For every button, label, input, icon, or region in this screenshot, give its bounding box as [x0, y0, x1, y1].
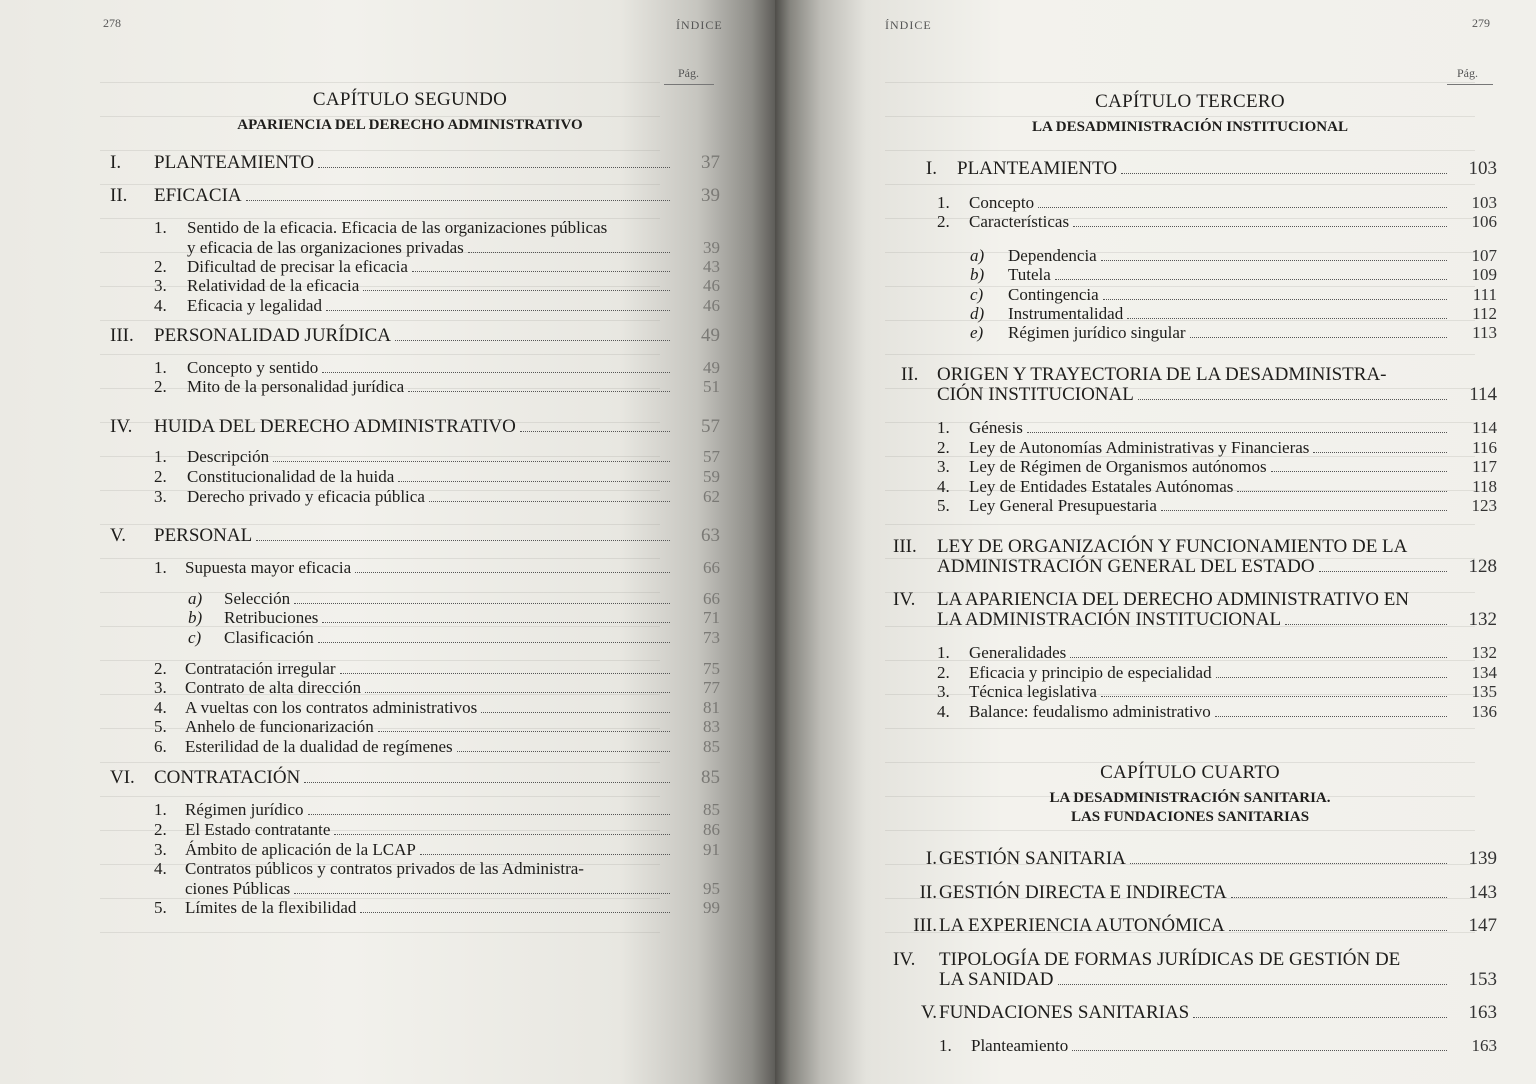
leader-dots: [457, 751, 670, 752]
toc-entry: [185, 879, 720, 899]
entry-title: LA ADMINISTRACIÓN INSTITUCIONAL: [937, 609, 1282, 630]
entry-number: 1.: [154, 358, 167, 377]
entry-page: 153: [1468, 969, 1497, 990]
chapter-subtitle: LAS FUNDACIONES SANITARIAS: [1070, 809, 1310, 825]
entry-title: Retribuciones: [224, 608, 319, 627]
entry-title: Génesis: [969, 418, 1023, 437]
entry-title: CONTRATACIÓN: [154, 767, 301, 788]
toc-entry: [939, 969, 1497, 991]
entry-title: Supuesta mayor eficacia: [185, 558, 352, 577]
entry-number: IV.: [893, 589, 916, 610]
toc-entry: [970, 304, 1497, 324]
entry-title-line1: ORIGEN Y TRAYECTORIA DE LA DESADMINISTRA-: [937, 364, 1387, 385]
toc-entry: [970, 265, 1497, 285]
entry-number: 2.: [937, 438, 950, 457]
entry-number: 1.: [937, 643, 950, 662]
toc-entry: [937, 663, 1497, 683]
entry-number: V.: [920, 1002, 937, 1023]
leader-dots: [395, 340, 670, 341]
entry-page: 139: [1468, 848, 1497, 869]
entry-page: 46: [703, 296, 720, 315]
leader-dots: [334, 834, 670, 835]
entry-page: 147: [1468, 915, 1497, 936]
entry-number: II.: [110, 185, 128, 206]
toc-entry: [895, 882, 1497, 904]
entry-page: 123: [1471, 496, 1497, 515]
entry-page: 62: [703, 487, 720, 506]
toc-entry: [110, 325, 720, 347]
entry-number: b): [970, 265, 985, 284]
toc-entry: [895, 1002, 1497, 1024]
toc-entry: [154, 487, 720, 507]
toc-entry: [154, 717, 720, 737]
entry-title: Constitucionalidad de la huida: [187, 467, 395, 486]
leader-dots: [294, 893, 670, 894]
entry-title: Derecho privado y eficacia pública: [187, 487, 425, 506]
leader-dots: [360, 912, 670, 913]
leader-dots: [1121, 173, 1447, 174]
leader-dots: [1285, 624, 1447, 625]
entry-page: 103: [1468, 158, 1497, 179]
entry-title: ADMINISTRACIÓN GENERAL DEL ESTADO: [937, 556, 1315, 577]
toc-entry: [110, 525, 720, 547]
entry-page: 49: [703, 358, 720, 377]
leader-dots: [1072, 1050, 1447, 1051]
leader-dots: [340, 673, 670, 674]
chapter-subtitle: APARIENCIA DEL DERECHO ADMINISTRATIVO: [237, 117, 583, 133]
entry-number: III.: [913, 915, 937, 936]
toc-entry: [154, 447, 720, 467]
entry-title: Selección: [224, 589, 291, 608]
entry-number: 1.: [937, 193, 950, 212]
toc-entry: [937, 556, 1497, 578]
entry-page: 163: [1471, 1036, 1497, 1055]
entry-number: 3.: [937, 682, 950, 701]
entry-number: 1.: [939, 1036, 952, 1055]
entry-title: Esterilidad de la dualidad de regímenes: [185, 737, 453, 756]
leader-dots: [1070, 657, 1447, 658]
toc-entry: [970, 246, 1497, 266]
chapter-title: CAPÍTULO CUARTO: [1100, 762, 1280, 783]
leader-dots: [1215, 716, 1447, 717]
entry-page: 37: [701, 152, 720, 173]
entry-title: Contratación irregular: [185, 659, 336, 678]
entry-number: 2.: [937, 212, 950, 231]
entry-number: 1.: [154, 218, 167, 237]
entry-number: 5.: [937, 496, 950, 515]
entry-title: Límites de la flexibilidad: [185, 898, 357, 917]
entry-number: 2.: [937, 663, 950, 682]
entry-page: 136: [1471, 702, 1497, 721]
entry-number: d): [970, 304, 985, 323]
entry-title: LA SANIDAD: [939, 969, 1054, 990]
leader-dots: [365, 692, 670, 693]
entry-page: 135: [1471, 682, 1497, 701]
entry-page: 81: [703, 698, 720, 717]
entry-number: a): [970, 246, 985, 265]
entry-number: 3.: [154, 276, 167, 295]
entry-title: A vueltas con los contratos administrativos: [185, 698, 478, 717]
entry-page: 114: [1469, 384, 1497, 405]
entry-page: 77: [703, 678, 720, 697]
toc-entry: [937, 212, 1497, 232]
entry-title: Dependencia: [1008, 246, 1097, 265]
toc-entry: [154, 737, 720, 757]
leader-dots: [1055, 279, 1447, 280]
leader-dots: [308, 814, 670, 815]
entry-page: 63: [701, 525, 720, 546]
chapter-title: CAPÍTULO SEGUNDO: [312, 89, 508, 110]
leader-dots: [355, 572, 670, 573]
entry-number: V.: [110, 525, 127, 546]
entry-title: ciones Públicas: [185, 879, 291, 898]
toc-entry: [895, 158, 1497, 180]
entry-number: I.: [110, 152, 122, 173]
toc-entry: [970, 323, 1497, 343]
toc-entry: [937, 609, 1497, 631]
toc-entry: [154, 898, 720, 918]
entry-title: Régimen jurídico: [185, 800, 304, 819]
chapter-title: CAPÍTULO TERCERO: [1095, 91, 1285, 112]
entry-title-line1: LEY DE ORGANIZACIÓN Y FUNCIONAMIENTO DE LA: [937, 536, 1408, 557]
entry-number: 5.: [154, 717, 167, 736]
leader-dots: [1058, 984, 1447, 985]
toc-entry: [154, 800, 720, 820]
entry-title: PLANTEAMIENTO: [154, 152, 315, 173]
toc-entry: [937, 384, 1497, 406]
entry-page: 163: [1468, 1002, 1497, 1023]
entry-page: 86: [703, 820, 720, 839]
toc-entry: [110, 416, 720, 438]
toc-entry: [154, 698, 720, 718]
leader-dots: [520, 431, 670, 432]
toc-entry: [188, 608, 720, 628]
entry-number: 3.: [154, 840, 167, 859]
entry-number: IV.: [110, 416, 133, 437]
entry-number: 2.: [154, 467, 167, 486]
entry-title: Clasificación: [224, 628, 314, 647]
entry-number: 2.: [154, 257, 167, 276]
entry-title: Ley de Autonomías Administrativas y Financieras: [969, 438, 1310, 457]
toc-entry: [895, 848, 1497, 870]
entry-title: Eficacia y principio de especialidad: [969, 663, 1212, 682]
toc-entry: [154, 377, 720, 397]
entry-page: 85: [701, 767, 720, 788]
entry-page: 49: [701, 325, 720, 346]
entry-title: Régimen jurídico singular: [1008, 323, 1186, 342]
toc-entry: [895, 915, 1497, 937]
leader-dots: [318, 167, 670, 168]
right-page-number: 279: [1472, 16, 1490, 30]
left-pag-label: Pág.: [678, 66, 699, 80]
entry-number: 2.: [154, 659, 167, 678]
leader-dots: [481, 712, 670, 713]
entry-title: LA EXPERIENCIA AUTONÓMICA: [939, 915, 1225, 936]
entry-page: 71: [703, 608, 720, 627]
leader-dots: [363, 290, 670, 291]
entry-number: 6.: [154, 737, 167, 756]
right-pag-rule: [1447, 84, 1493, 85]
entry-page: 46: [703, 276, 720, 295]
entry-number: e): [970, 323, 984, 342]
entry-title: Concepto y sentido: [187, 358, 319, 377]
entry-page: 39: [703, 238, 720, 257]
entry-title-line1: Contratos públicos y contratos privados de las Administra-: [185, 859, 584, 878]
entry-title: Características: [969, 212, 1070, 231]
left-pag-rule: [664, 84, 714, 85]
entry-number: 2.: [154, 377, 167, 396]
entry-title: Eficacia y legalidad: [187, 296, 322, 315]
entry-title: Dificultad de precisar la eficacia: [187, 257, 408, 276]
toc-entry: [154, 296, 720, 316]
leader-dots: [1103, 299, 1447, 300]
entry-page: 43: [703, 257, 720, 276]
entry-title: EFICACIA: [154, 185, 242, 206]
entry-title: Instrumentalidad: [1008, 304, 1124, 323]
entry-number: 1.: [154, 800, 167, 819]
entry-page: 85: [703, 737, 720, 756]
toc-entry: [937, 438, 1497, 458]
entry-number: VI.: [110, 767, 135, 788]
entry-page: 57: [701, 416, 720, 437]
entry-page: 103: [1471, 193, 1497, 212]
toc-entry: [154, 840, 720, 860]
entry-title: Concepto: [969, 193, 1035, 212]
entry-page: 99: [703, 898, 720, 917]
leader-dots: [1190, 337, 1447, 338]
entry-page: 114: [1472, 418, 1497, 437]
entry-number: c): [970, 285, 984, 304]
leader-dots: [429, 501, 670, 502]
entry-title: Descripción: [187, 447, 270, 466]
entry-title: Contingencia: [1008, 285, 1099, 304]
chapter-subtitle: LA DESADMINISTRACIÓN INSTITUCIONAL: [1032, 119, 1348, 135]
toc-entry: [187, 238, 720, 258]
entry-number: 4.: [154, 698, 167, 717]
toc-entry: [154, 678, 720, 698]
toc-entry: [937, 477, 1497, 497]
leader-dots: [322, 372, 670, 373]
leader-dots: [326, 310, 670, 311]
entry-title-line1: LA APARIENCIA DEL DERECHO ADMINISTRATIVO EN: [937, 589, 1410, 610]
leader-dots: [1101, 260, 1447, 261]
entry-title: Planteamiento: [971, 1036, 1069, 1055]
entry-title: Tutela: [1008, 265, 1051, 284]
entry-page: 95: [703, 879, 720, 898]
leader-dots: [1319, 571, 1447, 572]
entry-number: 1.: [937, 418, 950, 437]
entry-number: 4.: [154, 296, 167, 315]
toc-entry: [154, 257, 720, 277]
entry-number: c): [188, 628, 202, 647]
entry-page: 85: [703, 800, 720, 819]
entry-page: 117: [1472, 457, 1497, 476]
entry-page: 66: [703, 558, 720, 577]
toc-entry: [937, 193, 1497, 213]
entry-number: 4.: [937, 702, 950, 721]
entry-title: GESTIÓN SANITARIA: [939, 848, 1126, 869]
toc-entry: [937, 496, 1497, 516]
leader-dots: [1237, 491, 1447, 492]
leader-dots: [322, 622, 670, 623]
entry-title: Mito de la personalidad jurídica: [187, 377, 405, 396]
entry-number: 1.: [154, 558, 167, 577]
entry-number: 3.: [154, 487, 167, 506]
toc-entry: [154, 659, 720, 679]
entry-page: 132: [1468, 609, 1497, 630]
entry-page: 75: [703, 659, 720, 678]
entry-page: 73: [703, 628, 720, 647]
leader-dots: [1193, 1017, 1447, 1018]
toc-entry: [110, 152, 720, 174]
entry-number: 4.: [937, 477, 950, 496]
toc-entry: [154, 820, 720, 840]
entry-page: 118: [1472, 477, 1497, 496]
leader-dots: [318, 642, 670, 643]
toc-entry: [110, 767, 720, 789]
entry-number: 2.: [154, 820, 167, 839]
entry-page: 112: [1472, 304, 1497, 323]
leader-dots: [1216, 677, 1447, 678]
entry-page: 111: [1472, 285, 1497, 304]
entry-title: El Estado contratante: [185, 820, 331, 839]
toc-entry: [188, 589, 720, 609]
leader-dots: [1313, 452, 1447, 453]
entry-title: CIÓN INSTITUCIONAL: [937, 384, 1134, 405]
toc-entry: [937, 643, 1497, 663]
entry-page: 143: [1468, 882, 1497, 903]
entry-title: HUIDA DEL DERECHO ADMINISTRATIVO: [154, 416, 516, 437]
toc-entry: [110, 185, 720, 207]
entry-title: Anhelo de funcionarización: [185, 717, 374, 736]
leader-dots: [1130, 863, 1447, 864]
entry-page: 91: [703, 840, 720, 859]
toc-entry: [937, 418, 1497, 438]
entry-title: Ley de Régimen de Organismos autónomos: [969, 457, 1267, 476]
toc-entry: [970, 285, 1497, 305]
entry-title: y eficacia de las organizaciones privadas: [187, 238, 464, 257]
entry-number: a): [188, 589, 203, 608]
entry-title: Ley de Entidades Estatales Autónomas: [969, 477, 1234, 496]
entry-page: 66: [703, 589, 720, 608]
toc-entry: [937, 702, 1497, 722]
leader-dots: [294, 603, 670, 604]
leader-dots: [1229, 930, 1447, 931]
entry-number: 4.: [154, 859, 167, 878]
entry-page: 59: [703, 467, 720, 486]
entry-page: 51: [703, 377, 720, 396]
entry-page: 132: [1471, 643, 1497, 662]
entry-page: 83: [703, 717, 720, 736]
leader-dots: [1271, 471, 1447, 472]
leader-dots: [256, 540, 670, 541]
toc-entry: [154, 358, 720, 378]
leader-dots: [1231, 897, 1447, 898]
leader-dots: [1038, 207, 1447, 208]
entry-page: 109: [1471, 265, 1497, 284]
toc-entry: [188, 628, 720, 648]
leader-dots: [1127, 318, 1447, 319]
leader-dots: [412, 271, 670, 272]
entry-page: 128: [1468, 556, 1497, 577]
toc-entry: [937, 682, 1497, 702]
entry-page: 107: [1471, 246, 1497, 265]
entry-number: 1.: [154, 447, 167, 466]
leader-dots: [304, 782, 670, 783]
entry-number: IV.: [893, 949, 916, 970]
entry-page: 113: [1472, 323, 1497, 342]
toc-entry: [154, 276, 720, 296]
entry-page: 116: [1472, 438, 1497, 457]
leader-dots: [420, 854, 670, 855]
entry-number: III.: [893, 536, 917, 557]
entry-title: FUNDACIONES SANITARIAS: [939, 1002, 1190, 1023]
entry-number: 5.: [154, 898, 167, 917]
entry-number: 3.: [154, 678, 167, 697]
entry-number: I.: [925, 848, 937, 869]
entry-number: I.: [925, 158, 937, 179]
entry-page: 39: [701, 185, 720, 206]
toc-entry: [154, 467, 720, 487]
leader-dots: [1101, 696, 1447, 697]
leader-dots: [408, 391, 670, 392]
entry-title: PERSONAL: [154, 525, 253, 546]
entry-number: 3.: [937, 457, 950, 476]
leader-dots: [468, 252, 670, 253]
entry-number: II.: [919, 882, 937, 903]
entry-number: III.: [110, 325, 134, 346]
leader-dots: [1027, 432, 1447, 433]
toc-entry: [937, 457, 1497, 477]
leader-dots: [1138, 399, 1447, 400]
leader-dots: [1073, 226, 1447, 227]
right-page: [775, 0, 1536, 1084]
entry-title: PERSONALIDAD JURÍDICA: [154, 325, 391, 346]
entry-page: 134: [1471, 663, 1497, 682]
leader-dots: [246, 200, 670, 201]
entry-title: Relatividad de la eficacia: [187, 276, 360, 295]
toc-entry: [939, 1036, 1497, 1056]
chapter-subtitle: LA DESADMINISTRACIÓN SANITARIA.: [1049, 790, 1331, 806]
toc-entry: [154, 558, 720, 578]
entry-title: Técnica legislativa: [969, 682, 1097, 701]
leader-dots: [378, 731, 670, 732]
entry-title: PLANTEAMIENTO: [957, 158, 1118, 179]
entry-title: GESTIÓN DIRECTA E INDIRECTA: [939, 882, 1227, 903]
entry-title: Ley General Presupuestaria: [969, 496, 1157, 515]
entry-page: 106: [1471, 212, 1497, 231]
entry-title: Contrato de alta dirección: [185, 678, 362, 697]
right-running-head: ÍNDICE: [885, 18, 932, 32]
left-running-head: ÍNDICE: [676, 18, 723, 32]
entry-title: Ámbito de aplicación de la LCAP: [185, 840, 416, 859]
leader-dots: [273, 461, 670, 462]
entry-number: II.: [901, 364, 919, 385]
entry-title-line1: Sentido de la eficacia. Eficacia de las organizaciones públicas: [187, 218, 608, 237]
entry-title: Generalidades: [969, 643, 1067, 662]
entry-number: b): [188, 608, 203, 627]
entry-title: Balance: feudalismo administrativo: [969, 702, 1211, 721]
right-pag-label: Pág.: [1457, 66, 1478, 80]
leader-dots: [398, 481, 670, 482]
entry-title-line1: TIPOLOGÍA DE FORMAS JURÍDICAS DE GESTIÓN DE: [939, 949, 1401, 970]
leader-dots: [1161, 510, 1447, 511]
left-page-number: 278: [103, 16, 121, 30]
entry-page: 57: [703, 447, 720, 466]
